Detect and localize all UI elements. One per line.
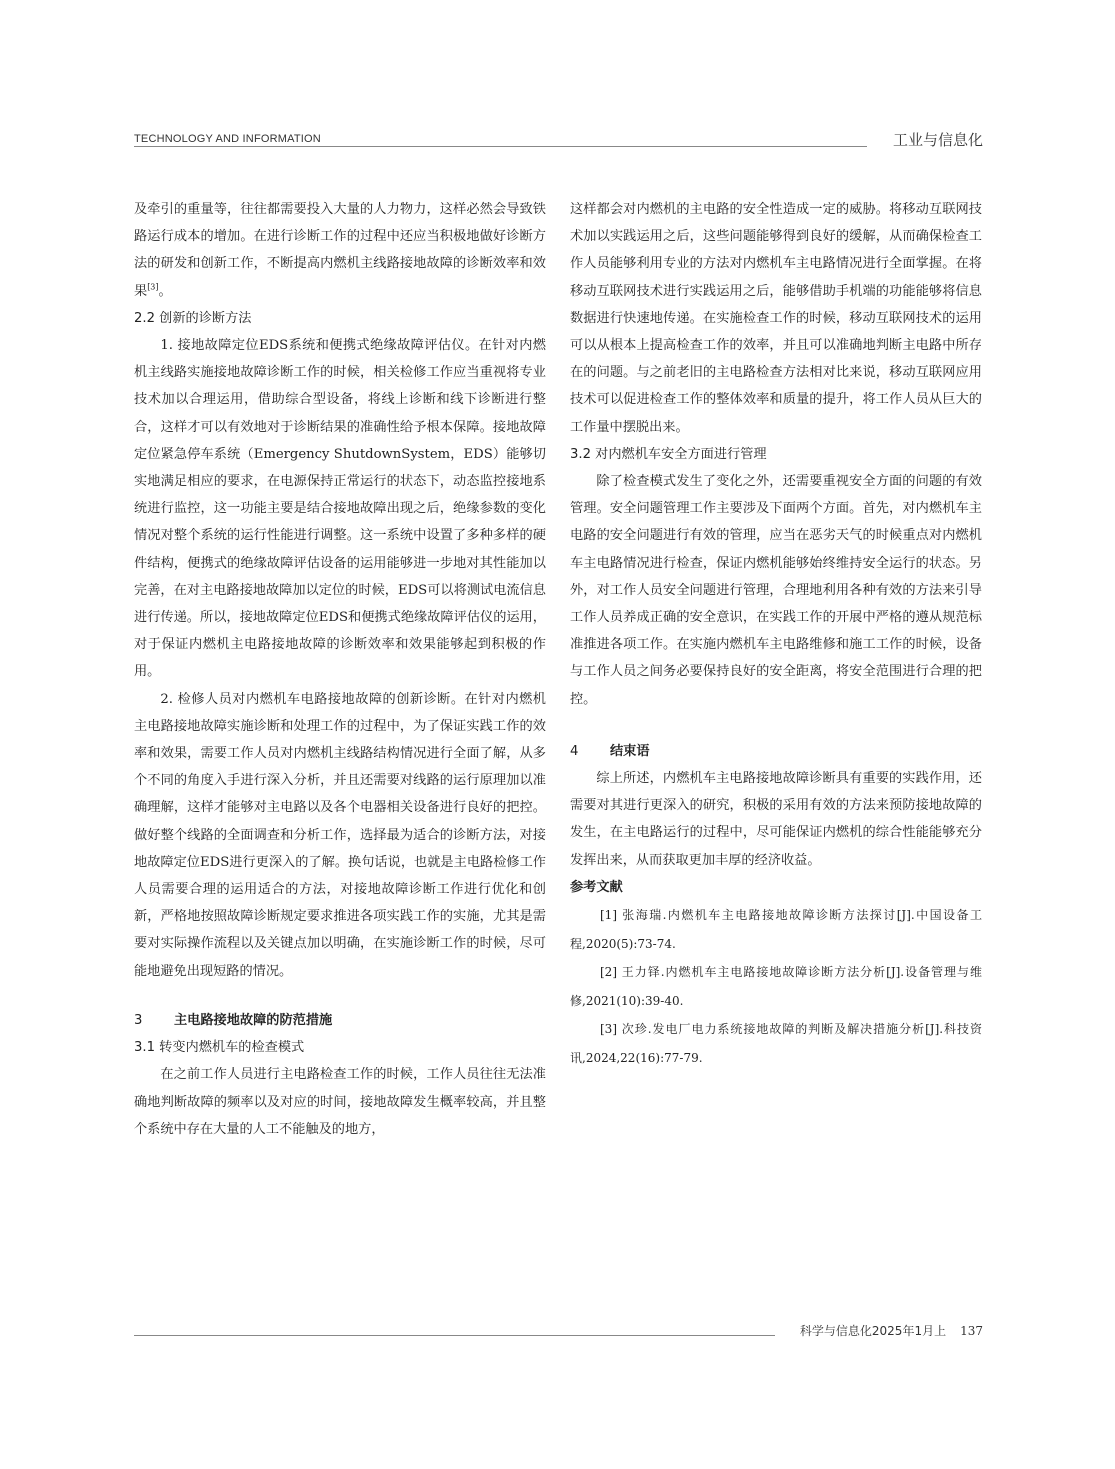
paragraph: 1. 接地故障定位EDS系统和便携式绝缘故障评估仪。在针对内燃机主线路实施接地故障诊断工作的时候，相关检修工作应当重视将专业技术加以合理运用，借助综合型设备，将线上诊断和线下诊断进行整合，这样才可以有效地对于诊断结果的准确性给予根本保障。接地故障定位紧急停车系统（Emergency ShutdownSystem，EDS）能够切实地满足相应的要求，在电源保持正常运行的状态下，动态监控接地系统进行监控，这一功能主要是结合接地故障出现之后，绝缘参数的变化情况对整个系统的运行性能进行调整。这一系统中设置了多种多样的硬件结构，便携式的绝缘故障评估设备的运用能够进一步地对其性能加以完善，在对主电路接地故障加以定位的时候，EDS可以将测试电流信息进行传递。所以，接地故障定位EDS和便携式绝缘故障评估仪的运用，对于保证内燃机主电路接地故障的诊断效率和效果能够起到积极的作用。 xyxy=(134,338,546,680)
journal-name-en: TECHNOLOGY AND INFORMATION xyxy=(134,133,321,145)
section-title: 工业与信息化 xyxy=(892,131,983,149)
left-column xyxy=(134,196,546,1143)
subsection-heading: 3.2 对内燃机车安全方面进行管理 xyxy=(570,446,767,462)
page-number: 137 xyxy=(960,1324,983,1338)
header-rule xyxy=(134,146,867,147)
page-header xyxy=(134,131,983,151)
section-title-text: 结束语 xyxy=(610,743,650,759)
subsection-heading: 2.2 创新的诊断方法 xyxy=(134,310,252,326)
paragraph-end: 。 xyxy=(158,283,172,299)
section-heading xyxy=(570,738,982,765)
section-number: 3 xyxy=(134,1012,143,1028)
paragraph-text: 及牵引的重量等，往往都需要投入大量的人力物力，这样必然会导致铁路运行成本的增加。在进行诊断工作的过程中还应当积极地做好诊断方法的研发和创新工作，不断提高内燃机主线路接地故障的诊断效率和效果 xyxy=(134,202,546,299)
footer-rule xyxy=(134,1335,775,1336)
footer-info xyxy=(800,1322,983,1339)
journal-issue: 科学与信息化2025年1月上 xyxy=(799,1324,947,1338)
references-heading: 参考文献 xyxy=(570,879,623,895)
reference-item: [2] 王力铎.内燃机车主电路接地故障诊断方法分析[J].设备管理与维修,2021(10):39-40. xyxy=(570,965,982,1008)
section-number: 4 xyxy=(570,743,579,759)
paragraph: 这样都会对内燃机的主电路的安全性造成一定的威胁。将移动互联网技术加以实践运用之后，这些问题能够得到良好的缓解，从而确保检查工作人员能够利用专业的方法对内燃机车主电路情况进行全面掌握。在将移动互联网技术进行实践运用之后，能够借助手机端的功能能够将信息数据进行快速地传递。在实施检查工作的时候，移动互联网技术的运用可以从根本上提高检查工作的效率，并且可以准确地判断主电路中所存在的问题。与之前老旧的主电路检查方法相对比来说，移动互联网应用技术可以促进检查工作的整体效率和质量的提升，将工作人员从巨大的工作量中摆脱出来。 xyxy=(570,202,982,435)
paragraph: 在之前工作人员进行主电路检查工作的时候，工作人员往往无法准确地判断故障的频率以及对应的时间，接地故障发生概率较高，并且整个系统中存在大量的人工不能触及的地方， xyxy=(134,1067,546,1137)
subsection-heading: 3.1 转变内燃机车的检查模式 xyxy=(134,1040,305,1056)
reference-item: [3] 次珍.发电厂电力系统接地故障的判断及解决措施分析[J].科技资讯,2024,22(16):77-79. xyxy=(570,1022,982,1065)
paragraph: 综上所述，内燃机车主电路接地故障诊断具有重要的实践作用，还需要对其进行更深入的研究，积极的采用有效的方法来预防接地故障的发生，在主电路运行的过程中，尽可能保证内燃机的综合性能能够充分发挥出来，从而获取更加丰厚的经济收益。 xyxy=(570,771,982,868)
page-footer xyxy=(134,1320,983,1340)
right-column xyxy=(570,196,982,1072)
section-heading xyxy=(134,1007,546,1034)
citation: [3] xyxy=(147,282,159,292)
paragraph: 除了检查模式发生了变化之外，还需要重视安全方面的问题的有效管理。安全问题管理工作主要涉及下面两个方面。首先，对内燃机车主电路的安全问题进行有效的管理，应当在恶劣天气的时候重点对内燃机车主电路情况进行检查，保证内燃机能够始终维持安全运行的状态。另外，对工作人员安全问题进行管理，合理地利用各种有效的方法来引导工作人员养成正确的安全意识，在实践工作的开展中严格的遵从规范标准推进各项工作。在实施内燃机车主电路维修和施工工作的时候，设备与工作人员之间务必要保持良好的安全距离，将安全范围进行合理的把控。 xyxy=(570,474,982,707)
section-title-text: 主电路接地故障的防范措施 xyxy=(174,1012,333,1028)
paragraph: 2. 检修人员对内燃机车电路接地故障的创新诊断。在针对内燃机主电路接地故障实施诊断和处理工作的过程中，为了保证实践工作的效率和效果，需要工作人员对内燃机主线路结构情况进行全面了解，从多个不同的角度入手进行深入分析，并且还需要对线路的运行原理加以准确理解，这样才能够对主电路以及各个电器相关设备进行良好的把控。做好整个线路的全面调查和分析工作，选择最为适合的诊断方法，对接地故障定位EDS进行更深入的了解。换句话说，也就是主电路检修工作人员需要合理的运用适合的方法，对接地故障诊断工作进行优化和创新，严格地按照故障诊断规定要求推进各项实践工作的实施，尤其是需要对实际操作流程以及关键点加以明确，在实施诊断工作的时候，尽可能地避免出现短路的情况。 xyxy=(134,691,546,979)
reference-item: [1] 张海瑞.内燃机车主电路接地故障诊断方法探讨[J].中国设备工程,2020(5):73-74. xyxy=(570,908,982,951)
paragraph xyxy=(134,196,546,305)
